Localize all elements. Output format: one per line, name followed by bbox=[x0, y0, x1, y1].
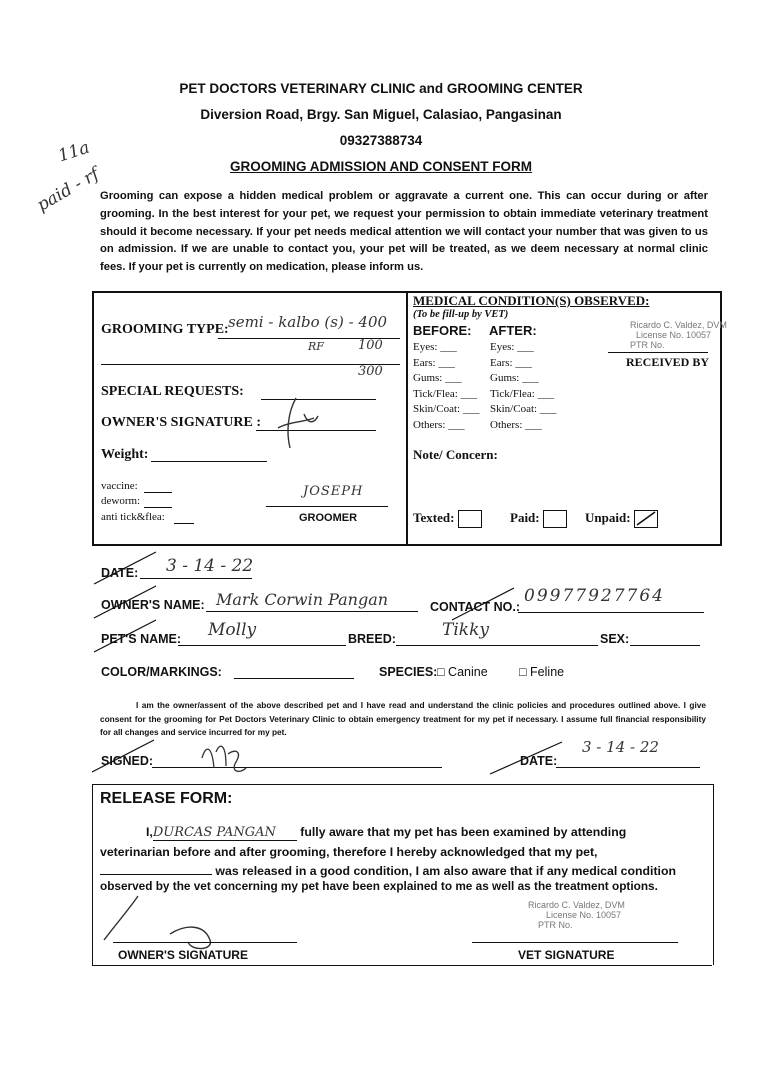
release-line4: observed by the vet concerning my pet have been explained to me as well as the treatment options. bbox=[100, 879, 658, 893]
consent-paragraph: I am the owner/assent of the above described pet and I have read and understand the clinic policies and procedures outlined above. I give consent for the grooming for Pet Doctors Veterinary Clinic to obtain emergency treatment for my pet if necessary. I assume full financial responsibility for all changes and service incurred for my pet. bbox=[100, 700, 706, 737]
medical-subtitle: (To be fill-up by VET) bbox=[413, 309, 509, 320]
color-label: COLOR/MARKINGS: bbox=[101, 665, 222, 679]
vet-signature-line[interactable] bbox=[472, 942, 678, 943]
after-item[interactable]: Skin/Coat: ___ bbox=[490, 403, 557, 415]
pet-name-line bbox=[178, 645, 346, 646]
color-line[interactable] bbox=[234, 678, 354, 679]
before-item[interactable]: Eyes: ___ bbox=[413, 341, 457, 353]
consent-date-line bbox=[556, 767, 700, 768]
vaccine-line[interactable] bbox=[144, 492, 172, 493]
grooming-type-value[interactable]: semi - kalbo (s) - 400 bbox=[228, 313, 388, 331]
deworm-line[interactable] bbox=[144, 507, 172, 508]
deworm-label: deworm: bbox=[101, 495, 141, 507]
signed-label: SIGNED: bbox=[101, 754, 154, 768]
rf-note: RF bbox=[308, 340, 324, 353]
canine-option[interactable]: □ Canine bbox=[437, 665, 488, 679]
pet-name-value[interactable]: Molly bbox=[208, 620, 257, 640]
owner-release-signature-label: OWNER'S SIGNATURE bbox=[118, 948, 248, 962]
breed-label: BREED: bbox=[348, 632, 396, 646]
before-item[interactable]: Gums: ___ bbox=[413, 372, 462, 384]
species-label: SPECIES: bbox=[379, 665, 438, 679]
contact-label: CONTACT NO.: bbox=[430, 600, 521, 614]
sex-label: SEX: bbox=[600, 632, 630, 646]
release-form-bottom-rule bbox=[92, 965, 712, 966]
check-mark-icon bbox=[635, 511, 657, 527]
sex-line[interactable] bbox=[630, 645, 700, 646]
contact-value[interactable]: 09977927764 bbox=[524, 586, 665, 606]
release-line2: veterinarian before and after grooming, therefore I hereby acknowledged that my pet, bbox=[100, 845, 598, 859]
before-item[interactable]: Others: ___ bbox=[413, 418, 465, 431]
before-list bbox=[413, 340, 479, 433]
vaccine-label: vaccine: bbox=[101, 480, 138, 492]
after-item[interactable]: Others: ___ bbox=[490, 418, 542, 431]
anti-tick-label: anti tick&flea: bbox=[101, 511, 165, 523]
after-item[interactable]: Gums: ___ bbox=[490, 372, 539, 384]
after-label: AFTER: bbox=[489, 323, 537, 338]
contact-line bbox=[518, 612, 704, 613]
checkmark-slash bbox=[88, 736, 158, 776]
feline-option[interactable]: □ Feline bbox=[519, 665, 565, 679]
checkmark-slash bbox=[90, 616, 160, 656]
after-list bbox=[490, 340, 556, 433]
breed-line bbox=[396, 645, 598, 646]
breed-value[interactable]: Tikky bbox=[442, 620, 489, 640]
vet-signature-label: VET SIGNATURE bbox=[518, 948, 615, 962]
medical-title: MEDICAL CONDITION(S) OBSERVED: bbox=[413, 293, 650, 308]
texted-label: Texted: bbox=[413, 510, 482, 528]
owner-name-label: OWNER'S NAME: bbox=[101, 598, 205, 612]
received-by-label: RECEIVED BY bbox=[626, 355, 710, 369]
date-value[interactable]: 3 - 14 - 22 bbox=[166, 556, 254, 576]
special-requests-label: SPECIAL REQUESTS: bbox=[101, 384, 244, 399]
consent-date-label: DATE: bbox=[520, 754, 558, 768]
rf-amount: 100 bbox=[358, 338, 383, 353]
texted-checkbox[interactable] bbox=[458, 510, 482, 528]
consent-date-value[interactable]: 3 - 14 - 22 bbox=[582, 738, 659, 756]
owner-release-signature-mark bbox=[100, 894, 230, 954]
weight-label: Weight: bbox=[101, 447, 149, 462]
before-item[interactable]: Ears: ___ bbox=[413, 356, 455, 369]
clinic-phone: 09327388734 bbox=[339, 133, 423, 148]
received-by-line bbox=[608, 352, 708, 353]
note-label: Note/ Concern: bbox=[413, 447, 498, 462]
groomer-label: GROOMER bbox=[299, 512, 358, 524]
groomer-line bbox=[266, 506, 388, 507]
after-item[interactable]: Tick/Flea: ___ bbox=[490, 387, 555, 400]
grooming-type-label: GROOMING TYPE: bbox=[101, 322, 229, 337]
checkmark-slash bbox=[448, 584, 518, 624]
margin-note-line1: 11a bbox=[55, 137, 93, 167]
clinic-address: Diversion Road, Brgy. San Miguel, Calasiao, Pangasinan bbox=[200, 107, 562, 122]
checkmark-slash bbox=[486, 738, 566, 778]
anti-tick-line[interactable] bbox=[174, 523, 194, 524]
vet-stamp-bottom: Ricardo C. Valdez, DVM License No. 10057 PTR No. bbox=[528, 900, 625, 930]
vet-stamp-top: Ricardo C. Valdez, DVM License No. 10057 PTR No. bbox=[630, 320, 727, 350]
consent-signature-mark bbox=[196, 738, 256, 780]
grooming-box-divider bbox=[406, 291, 408, 544]
owner-release-signature-line[interactable] bbox=[113, 942, 297, 943]
release-title: RELEASE FORM: bbox=[100, 790, 233, 807]
intro-paragraph: Grooming can expose a hidden medical problem or aggravate a current one. This can occur during or after grooming. In the best interest for your pet, we request your permission to obtain immediate veterinary treatment should it become necessary. If your pet needs medical attention we will contact your number that was given to us on admission. If we are unable to contact you, your pet will be treated, as we deem necessary at normal clinic fees. If your pet is currently on medication, please inform us. bbox=[100, 190, 708, 274]
before-label: BEFORE: bbox=[413, 323, 472, 338]
owner-name-line bbox=[206, 611, 418, 612]
owner-signature-mark bbox=[268, 392, 328, 452]
release-pet-name-blank[interactable] bbox=[100, 862, 212, 875]
release-line3: was released in a good condition, I am also aware that if any medical condition bbox=[100, 862, 676, 878]
canine-checkbox[interactable]: □ bbox=[437, 665, 445, 679]
after-item[interactable]: Eyes: ___ bbox=[490, 341, 534, 353]
after-item[interactable]: Ears: ___ bbox=[490, 356, 532, 369]
grooming-type-line-2 bbox=[101, 364, 400, 365]
margin-note-line2: paid - rf bbox=[33, 164, 103, 216]
feline-checkbox[interactable]: □ bbox=[519, 665, 527, 679]
paid-label: Paid: bbox=[510, 510, 567, 528]
owner-name-value[interactable]: Mark Corwin Pangan bbox=[216, 590, 389, 609]
release-name-value[interactable]: DURCAS PANGAN bbox=[153, 825, 297, 841]
form-title: GROOMING ADMISSION AND CONSENT FORM bbox=[230, 159, 532, 174]
weight-line[interactable] bbox=[151, 461, 267, 462]
owner-signature-label: OWNER'S SIGNATURE : bbox=[101, 415, 261, 430]
pet-name-label: PET'S NAME: bbox=[101, 632, 182, 646]
groomer-name: JOSEPH bbox=[303, 484, 364, 499]
clinic-name: PET DOCTORS VETERINARY CLINIC and GROOMING CENTER bbox=[179, 81, 583, 96]
before-item[interactable]: Tick/Flea: ___ bbox=[413, 387, 478, 400]
unpaid-checkbox[interactable] bbox=[634, 510, 658, 528]
total-amount: 300 bbox=[358, 364, 383, 379]
release-line1: I,DURCAS PANGAN fully aware that my pet has been examined by attending bbox=[146, 825, 627, 840]
before-item[interactable]: Skin/Coat: ___ bbox=[413, 403, 480, 415]
paid-checkbox[interactable] bbox=[543, 510, 567, 528]
date-label: DATE: bbox=[101, 566, 139, 580]
unpaid-label: Unpaid: bbox=[585, 510, 658, 528]
